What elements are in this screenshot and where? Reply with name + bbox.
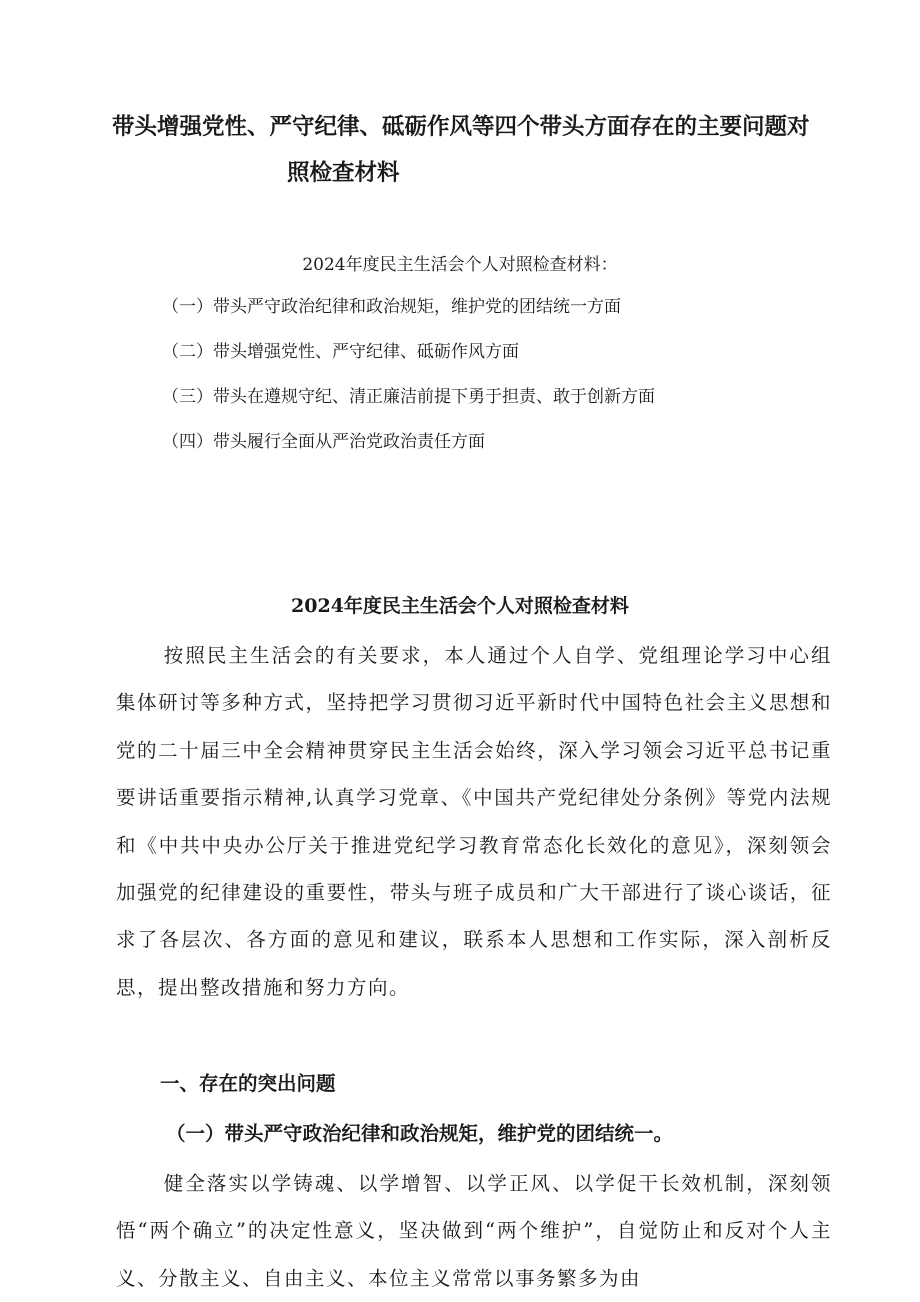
document-title-line-1: 带头增强党性、严守纪律、砥砺作风等四个带头方面存在的主要问题对 [112, 114, 810, 140]
document-title-line-2: 照检查材料 [287, 160, 400, 186]
toc-item: （三）带头在遵规守纪、清正廉洁前提下勇于担责、敢于创新方面 [162, 387, 655, 407]
toc-item: （一）带头严守政治纪律和政治规矩，维护党的团结统一方面 [162, 297, 621, 317]
intro-paragraph: 按照民主生活会的有关要求，本人通过个人自学、党组理论学习中心组集体研讨等多种方式，坚持把学习贯彻习近平新时代中国特色社会主义思想和党的二十届三中全会精神贯穿民主生活会始终，深入学习领会习近平总书记重要讲话重要指示精神,认真学习党章、《中国共产党纪律处分条例》等党内法规和《中共中央办公厅关于推进党纪学习教育常态化长效化的意见》，深刻领会加强党的纪律建设的重要性，带头与班子成员和广大干部进行了谈心谈话，征求了各层次、各方面的意见和建议，联系本人思想和工作实际，深入剖析反思，提出整改措施和努力方向。 [116, 644, 832, 999]
toc-item: （二）带头增强党性、严守纪律、砥砺作风方面 [162, 342, 519, 362]
document-title [112, 104, 842, 196]
heading-political-discipline: （一）带头严守政治纪律和政治规矩，维护党的团结统一。 [166, 1122, 674, 1145]
toc-item: （四）带头履行全面从严治党政治责任方面 [162, 432, 485, 452]
toc-heading: 2024年度民主生活会个人对照检查材料： [302, 255, 618, 275]
toc-list [162, 294, 655, 474]
paragraph-political-discipline: 健全落实以学铸魂、以学增智、以学正风、以学促干长效机制，深刻领悟“两个确立”的决定性意义，坚决做到“两个维护”，自觉防止和反对个人主义、分散主义、自由主义、本位主义常常以事务繁多为由 [116, 1172, 832, 1290]
section-title: 2024年度民主生活会个人对照检查材料 [291, 595, 629, 617]
heading-existing-problems: 一、存在的突出问题 [160, 1072, 336, 1095]
